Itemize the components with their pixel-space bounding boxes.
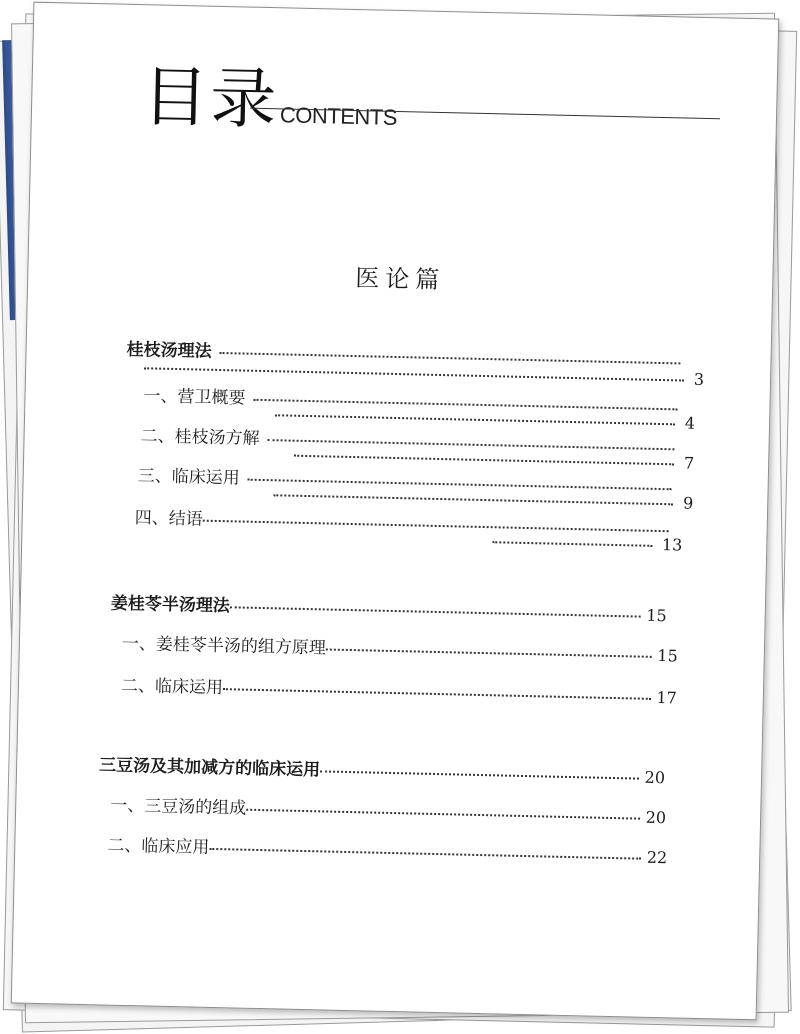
toc-label: 二、临床运用 — [120, 675, 224, 699]
toc-label: 四、结语 — [134, 508, 203, 530]
toc-page-number: 15 — [646, 605, 667, 626]
dot-leader — [492, 540, 652, 547]
toc-page-number: 20 — [644, 767, 666, 788]
dot-leader — [209, 847, 641, 860]
toc-label: 一、营卫概要 — [143, 386, 246, 409]
toc-label: 一、三豆汤的组成 — [110, 795, 247, 819]
toc-page-number: 4 — [684, 413, 696, 433]
section-title: 医论篇 — [354, 264, 446, 295]
dot-leader — [273, 493, 673, 505]
heading-title-cn: 目录 — [141, 58, 280, 139]
dot-leader — [230, 605, 641, 617]
contents-page — [11, 2, 780, 1021]
toc-label: 二、桂枝汤方解 — [140, 426, 260, 449]
dot-leader — [326, 647, 652, 657]
dot-leader — [203, 519, 669, 533]
toc-entry[interactable] — [107, 831, 667, 869]
toc-list — [12, 3, 778, 1020]
toc-label: 三、临床运用 — [137, 466, 240, 489]
dot-leader — [223, 687, 651, 700]
dot-leader — [320, 769, 639, 779]
toc-page-number: 15 — [657, 645, 678, 666]
toc-page-number: 13 — [661, 535, 683, 555]
dot-leader — [275, 413, 675, 425]
dot-leader — [246, 808, 640, 820]
toc-entry[interactable] — [99, 750, 665, 788]
toc-label: 桂枝汤理法 — [126, 339, 212, 362]
toc-page-number: 20 — [645, 807, 667, 828]
toc-page-number: 7 — [683, 453, 695, 473]
toc-page-number: 22 — [646, 847, 668, 868]
dot-leader — [144, 366, 684, 381]
toc-label: 一、姜桂苓半汤的组方原理 — [121, 633, 327, 659]
toc-page-row — [492, 531, 682, 554]
toc-entry[interactable] — [111, 589, 667, 627]
dot-leader — [294, 454, 674, 466]
toc-label: 姜桂苓半汤理法 — [110, 593, 231, 617]
toc-label: 二、临床应用 — [107, 835, 210, 858]
toc-entry[interactable] — [110, 791, 666, 829]
toc-label: 三豆汤及其加减方的临床运用 — [98, 755, 321, 781]
heading-title-en: CONTENTS — [279, 102, 398, 130]
toc-page-number: 3 — [693, 369, 705, 389]
toc-page-number: 9 — [682, 493, 694, 513]
toc-page-number: 17 — [656, 687, 678, 708]
toc-entry[interactable] — [122, 629, 678, 667]
toc-entry[interactable] — [121, 671, 677, 709]
